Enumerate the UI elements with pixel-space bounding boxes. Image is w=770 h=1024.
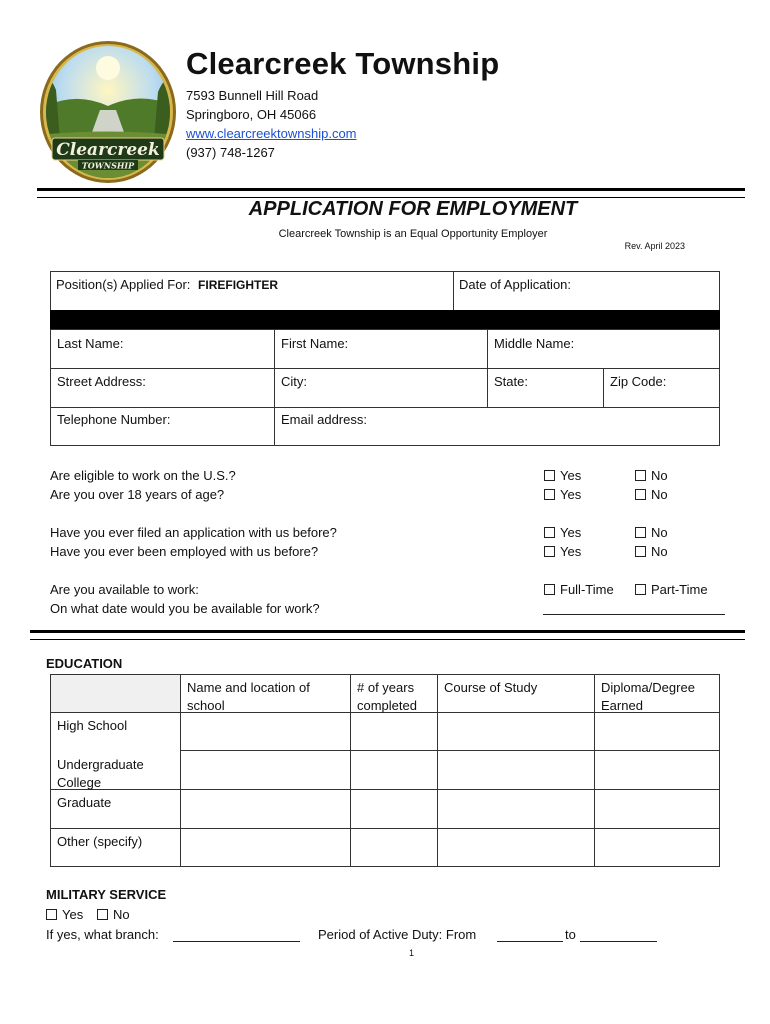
col-line	[437, 674, 438, 867]
application-date-field[interactable]: Date of Application:	[459, 277, 572, 292]
position-label: Position(s) Applied For:	[56, 277, 191, 292]
section-bar	[50, 310, 720, 329]
checkbox-icon	[635, 546, 646, 557]
education-header-blank	[51, 675, 180, 712]
row-label-high-school: High School	[57, 718, 128, 733]
telephone-field[interactable]: Telephone Number:	[57, 412, 171, 427]
eligible-yes-checkbox[interactable]	[544, 466, 581, 485]
question-filed-before: Have you ever filed an application with us before?	[50, 525, 337, 540]
active-duty-to-line[interactable]	[580, 941, 657, 942]
question-over-18: Are you over 18 years of age?	[50, 487, 225, 502]
option-label: Yes	[560, 544, 582, 559]
eligible-no-checkbox[interactable]	[635, 466, 668, 485]
active-duty-label: Period of Active Duty: From	[318, 927, 477, 942]
option-label: Full-Time	[560, 582, 614, 597]
last-name-field[interactable]: Last Name:	[57, 336, 124, 351]
revision-date: Rev. April 2023	[624, 241, 685, 251]
checkbox-icon	[635, 527, 646, 538]
row-label-other: Other (specify)	[57, 834, 143, 849]
row-label-graduate: Graduate	[57, 795, 112, 810]
option-label: No	[651, 487, 668, 502]
option-label: Part-Time	[651, 582, 708, 597]
org-address	[186, 86, 357, 162]
township-logo	[38, 40, 178, 185]
zip-code-field[interactable]: Zip Code:	[610, 374, 667, 389]
filed-yes-checkbox[interactable]	[544, 523, 581, 542]
option-label: No	[113, 907, 130, 922]
checkbox-icon	[635, 489, 646, 500]
question-eligible: Are eligible to work on the U.S.?	[50, 468, 236, 483]
position-field[interactable]	[50, 272, 450, 298]
position-value: FIREFIGHTER	[198, 278, 279, 292]
part-time-checkbox[interactable]	[635, 580, 708, 599]
phone-line: (937) 748-1267	[186, 145, 275, 160]
section-divider	[30, 630, 745, 640]
middle-name-field[interactable]: Middle Name:	[494, 336, 575, 351]
active-duty-to-label: to	[565, 927, 576, 942]
military-branch-line[interactable]	[173, 941, 300, 942]
option-label: Yes	[560, 487, 582, 502]
col-header-school: Name and location of school	[187, 680, 310, 713]
form-title: APPLICATION FOR EMPLOYMENT	[248, 198, 578, 220]
over18-yes-checkbox[interactable]	[544, 485, 581, 504]
header-divider	[37, 188, 745, 198]
question-available: Are you available to work:	[50, 582, 199, 597]
col-header-years: # of years completed	[357, 680, 417, 713]
question-employed-before: Have you ever been employed with us before?	[50, 544, 319, 559]
street-line: 7593 Bunnell Hill Road	[186, 88, 319, 103]
state-field[interactable]: State:	[494, 374, 528, 389]
city-field[interactable]: City:	[281, 374, 307, 389]
full-time-checkbox[interactable]	[544, 580, 614, 599]
checkbox-icon	[46, 909, 57, 920]
checkbox-icon	[635, 584, 646, 595]
city-line: Springboro, OH 45066	[186, 107, 317, 122]
education-heading: EDUCATION	[46, 656, 123, 671]
col-header-course: Course of Study	[444, 680, 538, 695]
active-duty-from-line[interactable]	[497, 941, 563, 942]
military-yes-checkbox[interactable]	[46, 905, 83, 924]
option-label: Yes	[560, 468, 582, 483]
checkbox-icon	[544, 489, 555, 500]
logo-subtext: TOWNSHIP	[81, 160, 135, 171]
checkbox-icon	[97, 909, 108, 920]
checkbox-icon	[544, 470, 555, 481]
option-label: No	[651, 525, 668, 540]
employed-no-checkbox[interactable]	[635, 542, 668, 561]
eeo-statement: Clearcreek Township is an Equal Opportunity Employer	[278, 228, 548, 240]
checkbox-icon	[544, 527, 555, 538]
row-line	[180, 750, 720, 751]
option-label: Yes	[62, 907, 84, 922]
filed-no-checkbox[interactable]	[635, 523, 668, 542]
street-address-field[interactable]: Street Address:	[57, 374, 146, 389]
website-link[interactable]: www.clearcreektownship.com	[186, 126, 357, 141]
page-number: 1	[409, 948, 415, 958]
logo-text: Clearcreek	[56, 140, 160, 160]
col-header-degree: Diploma/Degree Earned	[601, 680, 695, 713]
row-label-undergraduate: Undergraduate College	[57, 757, 144, 790]
military-no-checkbox[interactable]	[97, 905, 130, 924]
employed-yes-checkbox[interactable]	[544, 542, 581, 561]
checkbox-icon	[544, 546, 555, 557]
question-available-date: On what date would you be available for work?	[50, 601, 320, 616]
first-name-field[interactable]: First Name:	[281, 336, 349, 351]
checkbox-icon	[544, 584, 555, 595]
org-name: Clearcreek Township	[186, 46, 500, 81]
over18-no-checkbox[interactable]	[635, 485, 668, 504]
military-heading: MILITARY SERVICE	[46, 887, 167, 902]
checkbox-icon	[635, 470, 646, 481]
military-branch-label: If yes, what branch:	[46, 927, 159, 942]
email-field[interactable]: Email address:	[281, 412, 367, 427]
option-label: Yes	[560, 525, 582, 540]
available-date-line[interactable]	[543, 614, 725, 615]
option-label: No	[651, 468, 668, 483]
option-label: No	[651, 544, 668, 559]
